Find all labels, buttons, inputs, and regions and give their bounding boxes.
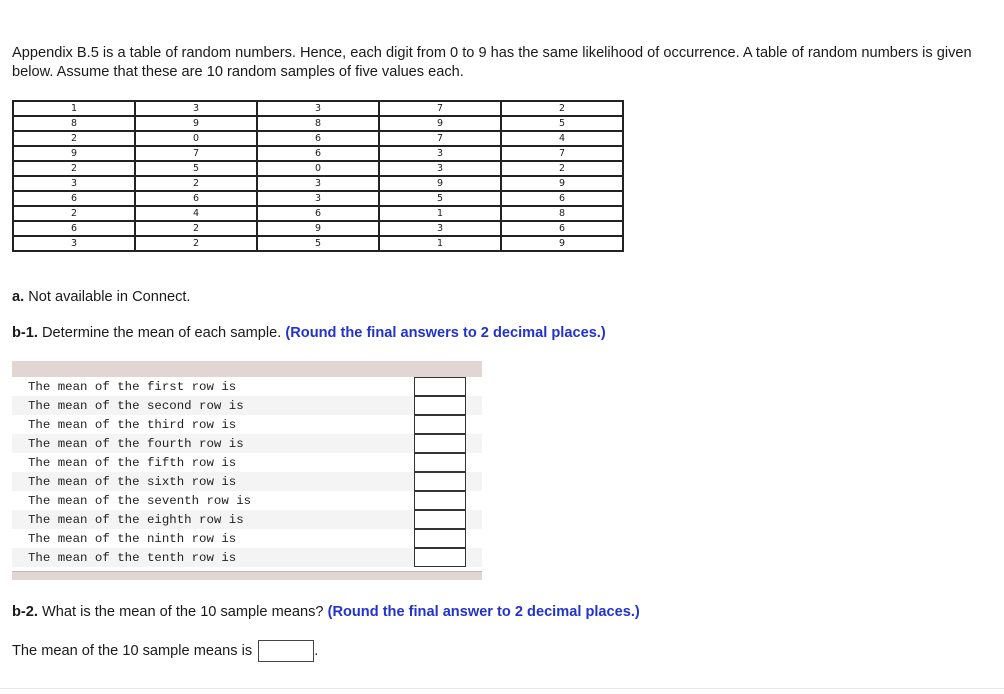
mean-row-input[interactable] <box>414 377 466 396</box>
table-cell: 3 <box>135 101 257 116</box>
table-cell: 2 <box>501 101 623 116</box>
mean-row-input[interactable] <box>414 510 466 529</box>
mean-row-label: The mean of the sixth row is <box>28 475 237 489</box>
mean-row-input[interactable] <box>414 472 466 491</box>
table-cell: 3 <box>379 146 501 161</box>
mean-row-label: The mean of the ninth row is <box>28 532 237 546</box>
table-cell: 6 <box>135 191 257 206</box>
part-b1 <box>12 325 606 341</box>
table-row <box>13 116 623 131</box>
table-cell: 3 <box>379 161 501 176</box>
part-b2 <box>12 604 640 620</box>
table-cell: 5 <box>257 236 379 251</box>
table-cell: 6 <box>257 131 379 146</box>
table-cell: 3 <box>257 176 379 191</box>
table-cell: 2 <box>135 221 257 236</box>
final-answer-suffix: . <box>314 642 319 659</box>
table-cell: 6 <box>501 191 623 206</box>
mean-row <box>12 491 482 510</box>
mean-row-label: The mean of the second row is <box>28 399 244 413</box>
mean-row-input[interactable] <box>414 396 466 415</box>
table-cell: 9 <box>379 176 501 191</box>
table-row <box>13 146 623 161</box>
part-a-text: Not available in Connect. <box>28 289 191 305</box>
table-cell: 3 <box>257 191 379 206</box>
table-cell: 2 <box>13 206 135 221</box>
table-cell: 7 <box>379 101 501 116</box>
table-cell: 7 <box>379 131 501 146</box>
mean-row-input[interactable] <box>414 415 466 434</box>
table-cell: 8 <box>13 116 135 131</box>
table-row <box>13 191 623 206</box>
table-cell: 0 <box>257 161 379 176</box>
table-cell: 6 <box>257 146 379 161</box>
intro-paragraph: Appendix B.5 is a table of random numbers. Hence, each digit from 0 to 9 has the same likelihood of occurrence. A table of random numbers is given below. Assume that these are 10 random samples of five values each. <box>12 45 972 80</box>
mean-of-means-input[interactable] <box>258 640 314 662</box>
part-b2-text: What is the mean of the 10 sample means? <box>42 604 324 620</box>
part-b1-label: b-1. <box>12 325 38 341</box>
table-row <box>13 221 623 236</box>
table-cell: 2 <box>13 131 135 146</box>
table-cell: 8 <box>257 116 379 131</box>
table-cell: 2 <box>135 176 257 191</box>
table-cell: 2 <box>135 236 257 251</box>
table-cell: 6 <box>13 221 135 236</box>
table-row <box>13 101 623 116</box>
table-row <box>13 161 623 176</box>
mean-row-input[interactable] <box>414 548 466 567</box>
means-answer-panel <box>12 361 482 580</box>
mean-row <box>12 415 482 434</box>
mean-row-input[interactable] <box>414 453 466 472</box>
table-cell: 7 <box>501 146 623 161</box>
part-b2-label: b-2. <box>12 604 38 620</box>
mean-row-input[interactable] <box>414 434 466 453</box>
table-cell: 9 <box>501 176 623 191</box>
means-panel-footer <box>12 571 482 580</box>
table-cell: 9 <box>135 116 257 131</box>
part-b1-hint: (Round the final answers to 2 decimal places.) <box>285 325 606 341</box>
table-cell: 6 <box>501 221 623 236</box>
table-row <box>13 206 623 221</box>
mean-row <box>12 472 482 491</box>
table-row <box>13 236 623 251</box>
mean-row-label: The mean of the first row is <box>28 380 237 394</box>
table-cell: 4 <box>501 131 623 146</box>
table-cell: 6 <box>13 191 135 206</box>
table-row <box>13 131 623 146</box>
final-answer-label: The mean of the 10 sample means is <box>12 642 253 659</box>
table-cell: 3 <box>257 101 379 116</box>
table-cell: 0 <box>135 131 257 146</box>
table-cell: 1 <box>13 101 135 116</box>
table-cell: 5 <box>501 116 623 131</box>
mean-row-label: The mean of the third row is <box>28 418 237 432</box>
mean-row <box>12 396 482 415</box>
mean-row-label: The mean of the eighth row is <box>28 513 244 527</box>
table-cell: 2 <box>13 161 135 176</box>
table-cell: 9 <box>257 221 379 236</box>
table-cell: 4 <box>135 206 257 221</box>
table-cell: 1 <box>379 236 501 251</box>
table-cell: 6 <box>257 206 379 221</box>
mean-row-label: The mean of the fifth row is <box>28 456 237 470</box>
means-panel-header <box>12 361 482 377</box>
table-cell: 1 <box>379 206 501 221</box>
mean-row-label: The mean of the fourth row is <box>28 437 244 451</box>
part-a <box>12 289 190 305</box>
table-cell: 9 <box>501 236 623 251</box>
mean-row <box>12 434 482 453</box>
mean-row-input[interactable] <box>414 529 466 548</box>
table-cell: 8 <box>501 206 623 221</box>
mean-row <box>12 548 482 567</box>
part-b2-hint: (Round the final answer to 2 decimal places.) <box>327 604 640 620</box>
final-answer-line <box>12 640 318 662</box>
table-cell: 9 <box>379 116 501 131</box>
table-cell: 3 <box>13 176 135 191</box>
table-cell: 2 <box>501 161 623 176</box>
mean-row-input[interactable] <box>414 491 466 510</box>
table-cell: 3 <box>13 236 135 251</box>
part-a-label: a. <box>12 289 25 305</box>
random-numbers-table <box>12 100 624 252</box>
table-cell: 5 <box>379 191 501 206</box>
bottom-divider <box>0 688 1004 689</box>
table-cell: 5 <box>135 161 257 176</box>
mean-row <box>12 453 482 472</box>
table-row <box>13 176 623 191</box>
table-cell: 3 <box>379 221 501 236</box>
mean-row <box>12 529 482 548</box>
mean-row-label: The mean of the tenth row is <box>28 551 237 565</box>
mean-row <box>12 510 482 529</box>
mean-row-label: The mean of the seventh row is <box>28 494 252 508</box>
mean-row <box>12 377 482 396</box>
table-cell: 7 <box>135 146 257 161</box>
table-cell: 9 <box>13 146 135 161</box>
part-b1-text: Determine the mean of each sample. <box>42 325 282 341</box>
